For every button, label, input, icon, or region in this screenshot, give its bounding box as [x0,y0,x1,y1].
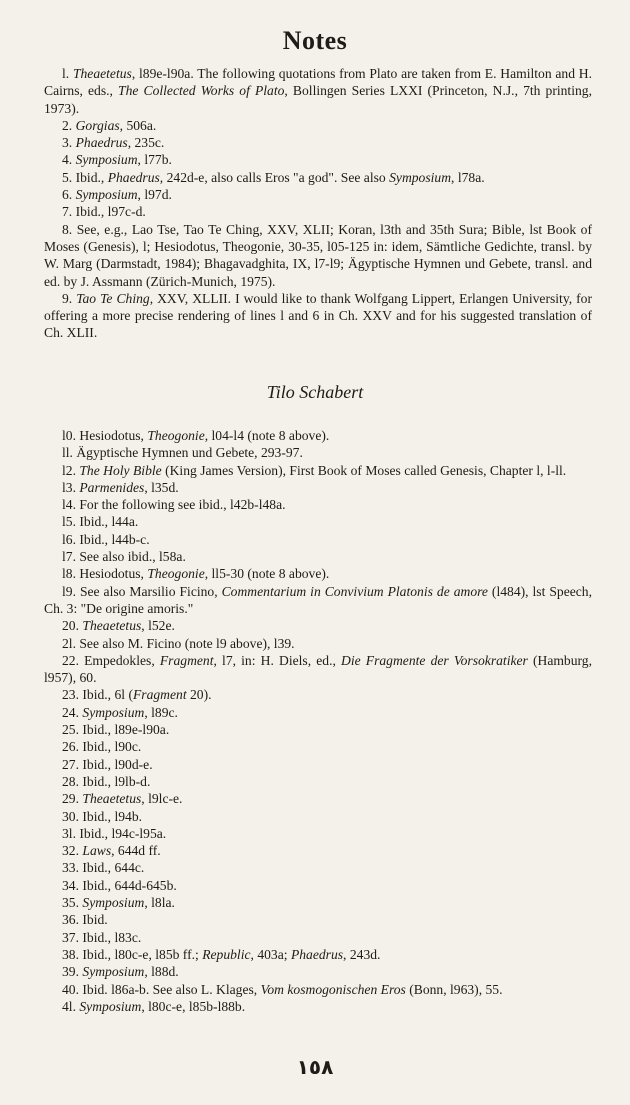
note-text: , l7, in: H. Diels, ed., [213,652,342,668]
note-title-italic: Theaetetus [82,791,142,807]
note-item [44,859,592,876]
notes-list-part1 [44,65,592,342]
note-title-italic: Republic [202,946,251,962]
note-text: (Bonn, l963), 55. [405,981,503,997]
note-text: 38. Ibid., l80c-e, l85b ff.; [62,946,203,962]
note-text: , 403a; [250,946,291,962]
note-text: 2l. See also M. Ficino (note l9 above), l39. [62,635,295,651]
note-item [44,929,592,946]
note-item [44,825,592,842]
note-item [44,790,592,807]
note-text: , l89e-l90a. The following quotations from Plato are taken from E. Hamilton and H. Cairns, eds., [44,66,592,99]
note-text: , l9lc-e. [141,791,183,807]
note-text: , 235c. [127,135,165,151]
note-text: 23. Ibid., 6l ( [62,687,133,703]
note-item [44,65,592,117]
note-title-italic: Vom kosmogonischen Eros [260,981,406,997]
note-item [44,531,592,548]
note-title-italic: The Collected Works of Plato [118,83,285,99]
note-item [44,583,592,618]
note-text: , l89c. [144,704,178,720]
page-title: Notes [282,26,348,55]
notes-list-part2 [44,427,592,1015]
note-text: l8. Hesiodotus, [62,566,148,582]
note-item [44,427,592,444]
note-item [44,496,592,513]
note-text: 8. See, e.g., Lao Tse, Tao Te Ching, XXV, XLII; Koran, l3th and 35th Sura; Bible, lst Book of Moses (Genesis), l; Hesiodotus, Theogonie, 30-35, l05-125 in: idem, Sämtliche Gedichte, transl. by W. Marg (Darmstadt, 1984); Bhagavadghita, IX, l7-l9; Ägyptische Hymnen und Gebete, transl. and ed. by J. Assmann (Zürich-Munich, 1975). [44,221,592,289]
note-item [44,548,592,565]
note-text: 4. [62,152,76,168]
note-text: 32. [62,843,83,859]
note-title-italic: The Holy Bible [79,462,162,478]
note-item [44,756,592,773]
note-text: 6. [62,187,76,203]
note-title-italic: Phaedrus [107,169,160,185]
note-item [44,462,592,479]
note-item [44,946,592,963]
note-text: (King James Version), First Book of Moses called Genesis, Chapter l, l-ll. [161,462,567,478]
note-title-italic: Symposium [75,152,138,168]
note-text: 29. [62,791,83,807]
note-title-italic: Symposium [79,998,142,1014]
note-text: 27. Ibid., l90d-e. [62,756,153,772]
note-title-italic: Fragment [159,652,214,668]
note-title-italic: Gorgias [75,117,120,133]
note-item [44,842,592,859]
note-text: 5. Ibid., [62,169,108,185]
note-item [44,117,592,134]
note-text: 7. Ibid., l97c-d. [62,204,146,220]
note-item [44,513,592,530]
note-title-italic: Fragment [132,687,187,703]
note-text: (Hamburg, l957), 60. [44,652,593,686]
note-item [44,808,592,825]
note-title-italic: Theogonie [147,428,205,443]
note-title-italic: Theaetetus [72,66,132,81]
note-text: , l04-l4 (note 8 above). [204,428,330,443]
note-item [44,479,592,496]
note-text: , l78a. [451,169,485,185]
note-item [44,721,592,738]
note-title-italic: Symposium [82,895,145,911]
note-text: 34. Ibid., 644d-645b. [62,877,177,893]
note-text: 24. [62,704,83,720]
note-item [44,998,592,1015]
note-text: , l97d. [137,187,172,203]
note-text: 40. Ibid. l86a-b. See also L. Klages, [62,981,261,997]
note-text: , l88d. [144,964,179,980]
note-text: 4l. [62,998,80,1014]
note-item [44,773,592,790]
note-text: l9. See also Marsilio Ficino, [62,583,222,599]
note-title-italic: Theogonie [147,566,205,582]
note-title-italic: Tao Te Ching [76,290,150,306]
note-text: , XXV, XLLII. I would like to thank Wolfgang Lippert, Erlangen University, for offering a more precise rendering of lines l and 6 in Ch. XXV and for his suggested translation of Ch. XLII. [44,290,592,341]
note-text: ll. Ägyptische Hymnen und Gebete, 293-97. [62,445,303,461]
note-item [44,617,592,634]
note-text: l0. Hesiodotus, [62,428,148,443]
note-text: l5. Ibid., l44a. [62,514,139,530]
note-text: l2. [62,462,80,478]
note-item [44,652,592,687]
note-text: 35. [62,895,83,911]
note-text: , l80c-e, l85b-l88b. [141,998,246,1014]
note-text: l4. For the following see ibid., l42b-l48a. [62,497,286,513]
note-item [44,186,592,203]
note-item [44,290,592,342]
note-title-italic: Symposium [82,964,145,980]
note-title-italic: Symposium [82,704,145,720]
note-item [44,704,592,721]
note-item [44,221,592,290]
note-text: 3. [62,135,76,151]
note-text: 20. [62,618,83,634]
note-text: , Bollingen Series LXXI (Princeton, N.J., 7th printing, 1973). [44,83,592,116]
author-heading: Tilo Schabert [266,382,364,402]
note-item [44,203,592,220]
note-text: , l35d. [144,479,179,495]
note-item [44,981,592,998]
note-item [44,565,592,582]
note-item [44,877,592,894]
note-title-italic: Laws [82,843,112,859]
note-text: , 242d-e, also calls Eros "a god". See also [159,169,390,185]
note-item [44,738,592,755]
note-title-italic: Phaedrus [290,946,344,962]
note-item [44,894,592,911]
note-item [44,169,592,186]
note-title-italic: Theaetetus [82,618,142,634]
note-text: , l8la. [144,895,175,911]
note-text: 26. Ibid., l90c. [62,739,142,755]
note-text: 2. [62,117,76,133]
note-text: 30. Ibid., l94b. [62,808,143,824]
note-text: 9. [62,290,77,306]
note-item [44,686,592,703]
note-title-italic: Commentarium in Convivium Platonis de amore [221,583,488,599]
note-title-italic: Phaedrus [75,135,128,151]
note-text: (l484), lst Speech, Ch. 3: "De origine amoris." [44,583,592,616]
note-text: 3l. Ibid., l94c-l95a. [62,825,167,841]
note-title-italic: Parmenides [79,479,145,495]
note-item [44,134,592,151]
note-text: , 644d ff. [111,843,161,859]
note-text: , 506a. [119,117,157,133]
note-text: l3. [62,479,80,495]
note-title-italic: Symposium [389,169,452,185]
note-title-italic: Die Fragmente der Vorsokratiker [341,652,528,668]
note-text: 22. Empedokles, [62,652,160,668]
note-item [44,444,592,461]
note-text: 25. Ibid., l89e-l90a. [62,722,170,738]
note-text: , 243d. [343,946,381,962]
note-text: 39. [62,964,83,980]
note-item [44,635,592,652]
note-text: 36. Ibid. [62,912,108,928]
note-text: l6. Ibid., l44b-c. [62,531,150,547]
note-text: l. [62,66,73,81]
note-item [44,963,592,980]
note-text: 33. Ibid., 644c. [62,860,145,876]
note-item [44,911,592,928]
note-text: 20). [186,687,212,703]
note-item [44,151,592,168]
page-number: ١٥٨ [296,1055,334,1079]
note-text: , l77b. [137,152,172,168]
note-text: l7. See also ibid., l58a. [62,549,186,565]
note-title-italic: Symposium [75,187,138,203]
note-text: 37. Ibid., l83c. [62,929,142,945]
note-text: , ll5-30 (note 8 above). [204,566,330,582]
note-text: 28. Ibid., l9lb-d. [62,773,151,789]
note-text: , l52e. [141,618,175,634]
